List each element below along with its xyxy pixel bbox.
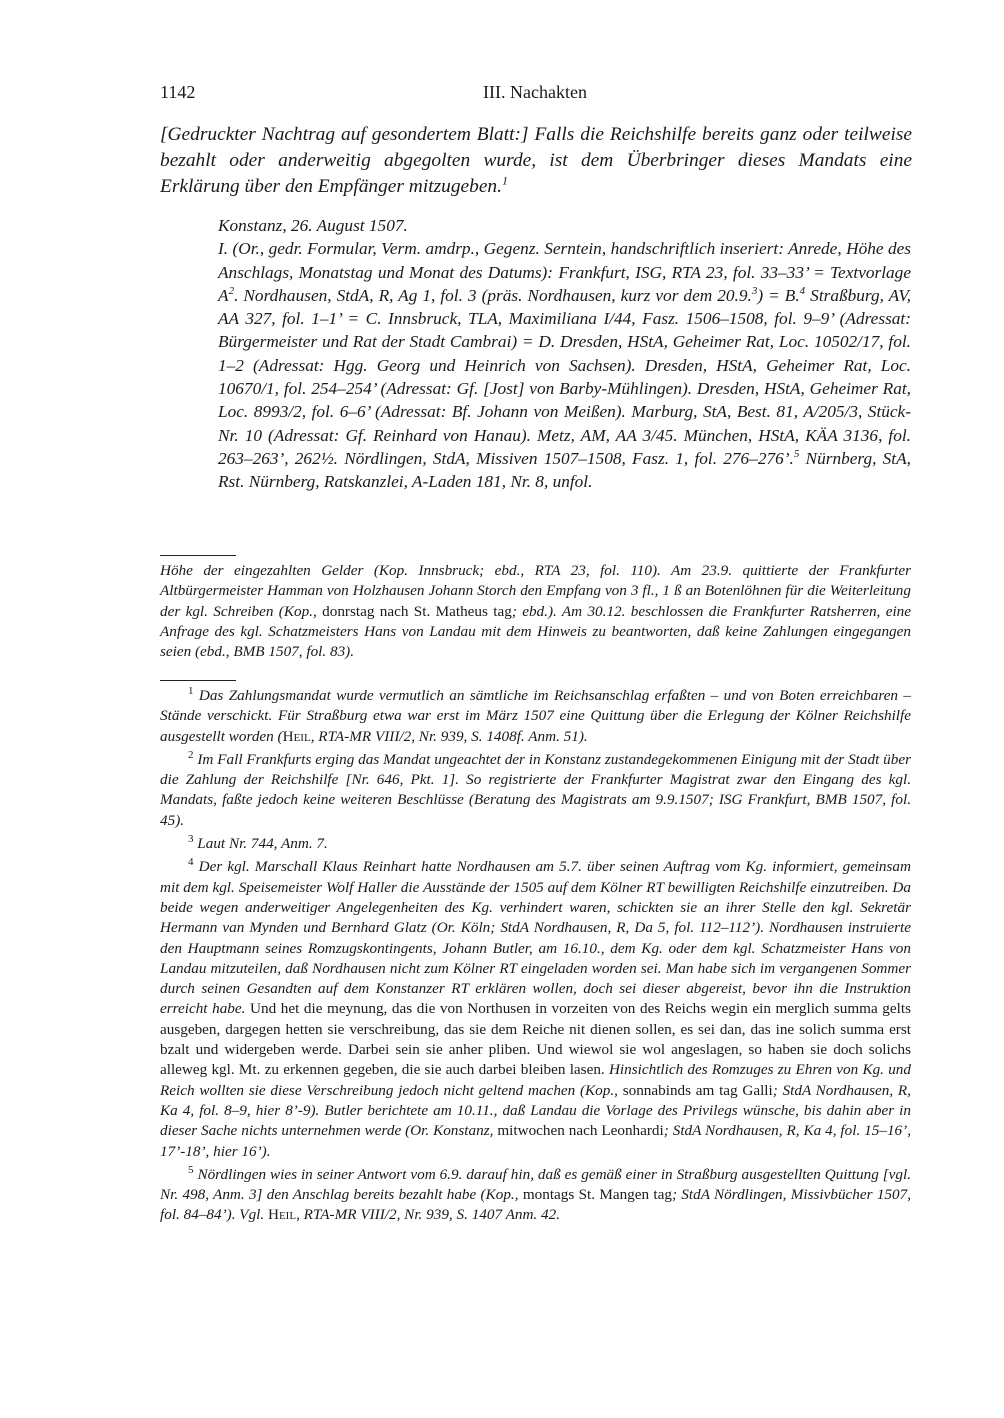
footnote-3: $^3$ Laut Nr. 744, Anm. 7.: [188, 833, 328, 853]
carryover-text: Höhe der eingezahlten Gelder (Kop. Innsbruck; ebd., RTA 23, fol. 110). Am 23.9. quittierte der Frankfurter Altbürgermeister Hamman von Holzhausen Johann Storch den Empfang von 3 fl., 1 ß an Botenlöhnen für die Weiterleitung der kgl. Schreiben (Kop., donrstag nach St. Matheus tag; ebd.). Am 30.12. beschlossen die Frankfurter Ratsherren, eine Anfrage des kgl. Schatzmeisters Hans von Landau mit dem Hinweis zu beantworten, daß keine Zahlungen eingegangen seien (ebd., BMB 1507, fol. 83).: [160, 562, 911, 661]
place-date: Konstanz, 26. August 1507.: [218, 216, 408, 235]
page-header: [160, 82, 910, 106]
footnote-ref-3[interactable]: 3: [751, 285, 758, 298]
footnote-2: $^2$ Im Fall Frankfurts erging das Mandat ungeachtet der in Konstanz zustandegekommenen Einigung mit der Stadt über die Zahlung der Reichshilfe [Nr. 646, Pkt. 1]. So registrierte der Frankfurter Magistrat zwar den Eingang des kgl. Mandats, faßte jedoch keine weiteren Beschlüsse (Beratung des Magistrats am 9.9.1507; ISG Frankfurt, BMB 1507, fol. 45).: [160, 748, 911, 829]
source-description: I. (Or., gedr. Formular, Verm. amdrp., Gegenz. Serntein, handschriftlich inseriert: Anrede, Höhe des Anschlags, Monatstag und Monat des Datums): Frankfurt, ISG, RTA 23, fol. 33–33’ = Textvorlage $A^2$. Nordhausen, StdA, R, Ag 1, fol. 3 (präs. Nordhausen, kurz vor dem 20.9.$^3$) = B.$^4$ Straßburg, AV, AA 327, fol. 1–1’ = C. Innsbruck, TLA, Maximiliana I/44, Fasz. 1506–1508, fol. 9–9’ (Adressat: Bürgermeister und Rat der Stadt Cambrai) = D. Dresden, HStA, Geheimer Rat, Loc. 10502/17, fol. 1–2 (Adressat: Hgg. Georg und Heinrich von Sachsen). Dresden, HStA, Geheimer Rat, Loc. 10670/1, fol. 254–254’ (Adressat: Gf. [Jost] von Barby-Mühlingen). Dresden, HStA, Geheimer Rat, Loc. 8993/2, fol. 6–6’ (Adressat: Bf. Johann von Meißen). Marburg, StA, Best. 81, A/205/3, Stück-Nr. 10 (Adressat: Gf. Reinhard von Hanau). Metz, AM, AA 3/45. München, HStA, KÄA 3136, fol. 263–263’, 262½. Nördlingen, StdA, Missiven 1507–1508, Fasz. 1, fol. 276–276’.$^5$ Nürnberg, StA, Rst. Nürnberg, Ratskanzlei, A-Laden 181, Nr. 8, unfol.: [218, 239, 911, 492]
footnote-divider-top: [160, 555, 236, 556]
lead-paragraph: [160, 122, 912, 200]
footnote-ref-2[interactable]: 2: [228, 285, 235, 298]
page-number: 1142: [160, 82, 196, 102]
carryover-footnote: [160, 561, 911, 665]
footnote-4: $^4$ Der kgl. Marschall Klaus Reinhart hatte Nordhausen am 5.7. über seinen Auftrag vom Kg. informiert, gemeinsam mit dem kgl. Speisemeister Wolf Haller die Ausstände der 1505 auf dem Kölner RT bewilligten Reichshilfe einzutreiben. Da beide wegen anderweitiger Angelegenheiten des Kg. verhindert waren, schickten sie an ihrer Stelle den kgl. Sekretär Hermann van Mynden und Bernhard Glatz (Or. Köln; StdA Nordhausen, R, Da 5, fol. 112–112’). Nordhausen instruierte den Hauptmann seines Romzugskontingents, Johann Butler, am 16.10., dem Kg. oder dem kgl. Schatzmeister Hans von Landau mitzuteilen, daß Nordhausen nicht zum Kölner RT eingeladen worden sei. Man habe sich im vergangenen Sommer durch seinen Gesandten auf dem Konstanzer RT erklären wollen, doch sei dieser abgereist, bevor ihn die Instruktion erreicht habe. Und het die meynung, das die von Northusen in vorzeiten von des Reichs wegin ein merglich summa gelts ausgeben, dargegen hetten sie verschreibung, das sie dem Reiche nit dienen sollen, es sei dan, das ine solich summa erst bzalt und widergeben werde. Darbei sein sie anher pliben. Und wiewol sie wol angeslagen, so haben sie doch solichs alleweg kgl. Mt. zu erkennen gegeben, die sie auch darbei bleiben lasen. Hinsichtlich des Romzuges zu Ehren von Kg. und Reich wollten sie diese Verschreibung jedoch nicht geltend machen (Kop., sonnabinds am tag Galli; StdA Nordhausen, R, Ka 4, fol. 8–9, hier 8’-9). Butler berichtete am 10.11., daß Landau die Vorlage des Privilegs wünsche, bis dahin aber in dieser Sache nichts unternehmen werde (Or. Konstanz, mitwochen nach Leonhardi; StdA Nordhausen, R, Ka 4, fol. 15–16’, 17’-18’, hier 16’).: [160, 856, 911, 1160]
footnote-divider: [160, 680, 236, 681]
footnote-ref-1[interactable]: 1: [501, 173, 508, 188]
footnote-5: $^5$ Nördlingen wies in seiner Antwort vom 6.9. darauf hin, daß es gemäß einer in Straßburg ausgestellten Quittung [vgl. Nr. 498, Anm. 3] den Anschlag bereits bezahlt habe (Kop., montags St. Mangen tag; StdA Nördlingen, Missivbücher 1507, fol. 84–84’). Vgl. Heil, RTA-MR VIII/2, Nr. 939, S. 1407 Anm. 42.: [160, 1163, 912, 1224]
footnote-ref-5[interactable]: 5: [793, 448, 800, 461]
lead-text: [Gedruckter Nachtrag auf gesondertem Blatt:] Falls die Reichshilfe bereits ganz oder teilweise bezahlt oder anderweitig abgegolten wurde, ist dem Überbringer dieses Mandats eine Erklärung über den Empfänger mitzugeben.: [160, 124, 912, 197]
footnotes: [160, 686, 911, 1229]
source-block: [218, 214, 911, 494]
running-title: III. Nachakten: [483, 82, 587, 102]
footnote-1: $^1$ Das Zahlungsmandat wurde vermutlich an sämtliche im Reichsanschlag erfaßten – und von Boten erreichbaren – Stände verschickt. Für Straßburg etwa war erst im März 1507 eine Quittung über die Erlegung der Kölner Reichshilfe ausgestellt worden (Heil, RTA-MR VIII/2, Nr. 939, S. 1408f. Anm. 51).: [160, 684, 911, 745]
footnote-ref-4[interactable]: 4: [799, 285, 806, 298]
